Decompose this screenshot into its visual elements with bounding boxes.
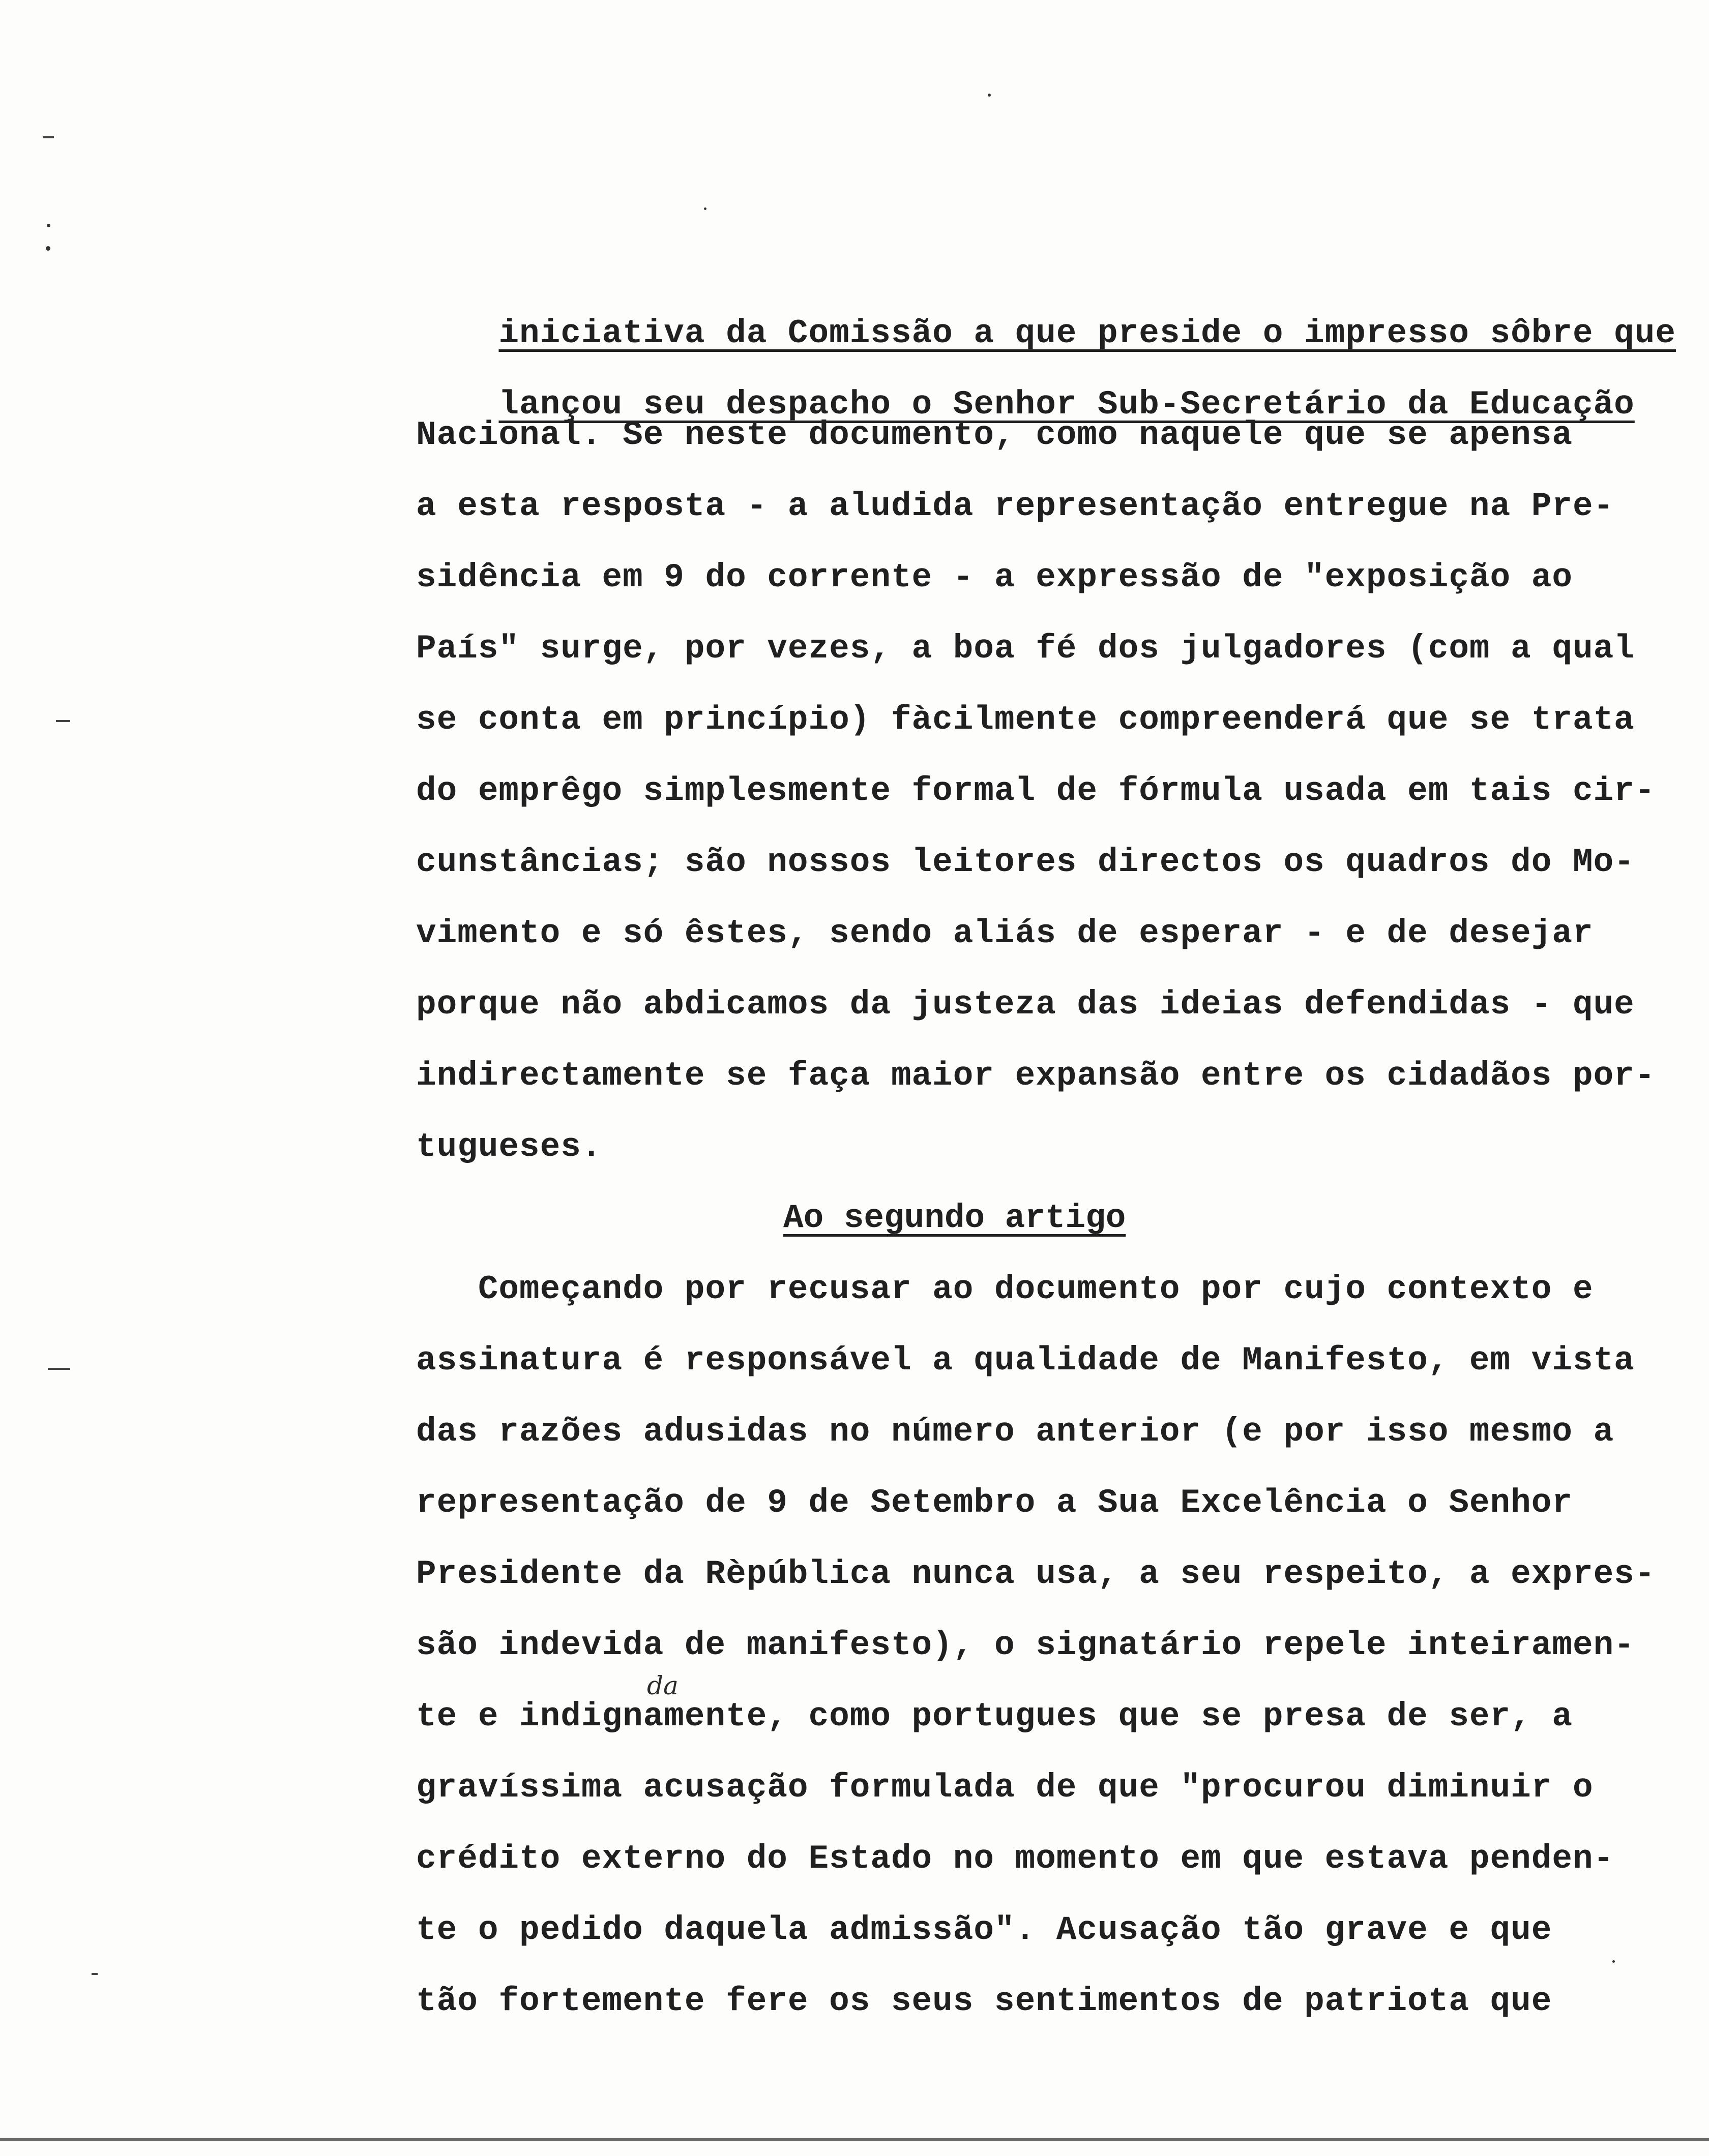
paragraph-2-line-8: gravíssima acusação formulada de que "procurou diminuir o	[416, 1769, 1594, 1807]
scan-speck	[1612, 1960, 1615, 1963]
paragraph-1-line-11: porque não abdicamos da justeza das ideias defendidas - que	[416, 985, 1635, 1024]
handwritten-correction: da	[647, 1671, 679, 1700]
paragraph-1-line-4: a esta resposta - a aludida representação entregue na Pre-	[416, 487, 1614, 525]
margin-speck	[46, 246, 50, 251]
margin-mark	[92, 1973, 98, 1975]
paragraph-2-line-11: tão fortemente fere os seus sentimentos de patriota que	[416, 1982, 1552, 2020]
underlined-text: lançou seu despacho o Senhor Sub-Secretário da Educação	[498, 385, 1635, 424]
paragraph-1-line-9: cunstâncias; são nossos leitores directos os quadros do Mo-	[416, 843, 1635, 881]
margin-mark	[56, 720, 70, 722]
paragraph-1-line-12: indirectamente se faça maior expansão entre os cidadãos por-	[416, 1057, 1656, 1095]
paragraph-2-line-7: te e indignamente, como portugues que se presa de ser, a	[416, 1697, 1573, 1735]
paragraph-2-line-6: são indevida de manifesto), o signatário repele inteiramen-	[416, 1626, 1635, 1664]
paragraph-1-line-8: do emprêgo simplesmente formal de fórmula usada em tais cir-	[416, 772, 1656, 810]
paragraph-2-line-10: te o pedido daquela admissão". Acusação tão grave e que	[416, 1911, 1552, 1949]
paragraph-2-line-9: crédito externo do Estado no momento em que estava penden-	[416, 1840, 1614, 1878]
paragraph-1-line-5: sidência em 9 do corrente - a expressão de "exposição ao	[416, 558, 1573, 596]
margin-mark	[43, 136, 54, 138]
underlined-text: iniciativa da Comissão a que preside o impresso sôbre que	[498, 314, 1676, 352]
paragraph-1-line-6: País" surge, por vezes, a boa fé dos julgadores (com a qual	[416, 630, 1635, 668]
margin-mark	[48, 1368, 70, 1370]
paragraph-2-line-3: das razões adusidas no número anterior (e por isso mesmo a	[416, 1413, 1614, 1451]
paragraph-1-line-13: tugueses.	[416, 1128, 602, 1166]
section-heading: Ao segundo artigo	[783, 1199, 1126, 1237]
scan-speck	[704, 207, 706, 210]
paragraph-2-line-5: Presidente da Rèpública nunca usa, a seu respeito, a expres-	[416, 1555, 1656, 1593]
scan-speck	[988, 94, 991, 97]
paragraph-2-line-1: Começando por recusar ao documento por cujo contexto e	[416, 1270, 1594, 1308]
paragraph-2-line-4: representação de 9 de Setembro a Sua Excelência o Senhor	[416, 1484, 1573, 1522]
scan-bottom-edge	[0, 2138, 1709, 2141]
margin-speck	[47, 224, 50, 227]
paragraph-1-line-10: vimento e só êstes, sendo aliás de esperar - e de desejar	[416, 914, 1594, 952]
paragraph-1-line-7: se conta em princípio) fàcilmente compreenderá que se trata	[416, 701, 1635, 739]
paragraph-2-line-2: assinatura é responsável a qualidade de Manifesto, em vista	[416, 1341, 1635, 1380]
paragraph-1-line-3: Nacional. Se neste documento, como naquele que se apensa	[416, 416, 1573, 454]
